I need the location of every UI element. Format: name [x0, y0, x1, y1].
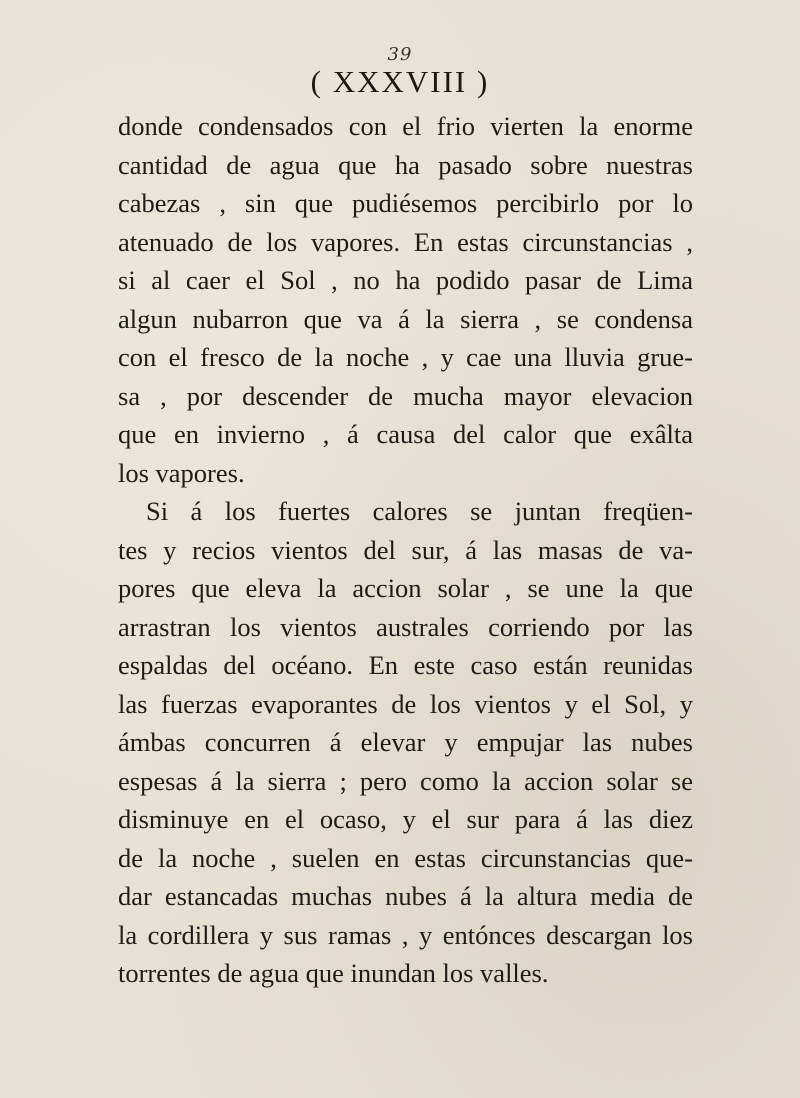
text-line-14: arrastran los vientos australes corriendo por las	[118, 611, 693, 642]
text-line-22: la cordillera y sus ramas , y entónces descargan los	[118, 919, 693, 950]
text-line-4: atenuado de los vapores. En estas circunstancias ,	[118, 226, 693, 257]
text-line-6: algun nubarron que va á la sierra , se condensa	[118, 303, 693, 334]
text-line-23: torrentes de agua que inundan los valles.	[118, 958, 549, 988]
text-line-19: disminuye en el ocaso, y el sur para á las diez	[118, 804, 693, 834]
text-line-13: pores que eleva la accion solar , se une la que	[118, 573, 693, 603]
text-line-8: sa , por descender de mucha mayor elevacion	[118, 380, 693, 411]
folio-mark: 39	[387, 44, 413, 65]
text-line-15: espaldas del océano. En este caso están reunidas	[118, 650, 693, 680]
text-line-11: Si á los fuertes calores se juntan freqüen-	[146, 496, 693, 526]
text-line-17: ámbas concurren á elevar y empujar las nubes	[118, 727, 693, 757]
text-line-1: donde condensados con el frio vierten la enorme	[118, 111, 693, 141]
text-line-16: las fuerzas evaporantes de los vientos y el Sol, y	[118, 688, 693, 719]
chapter-number: ( XXXVIII )	[310, 64, 490, 99]
text-line-3: cabezas , sin que pudiésemos percibirlo por lo	[118, 188, 693, 218]
text-line-20: de la noche , suelen en estas circunstancias que-	[118, 842, 693, 873]
text-line-12: tes y recios vientos del sur, á las masas de va-	[118, 534, 693, 565]
text-line-5: si al caer el Sol , no ha podido pasar de Lima	[118, 265, 693, 295]
text-line-2: cantidad de agua que ha pasado sobre nuestras	[118, 149, 693, 180]
body-text	[118, 107, 693, 993]
text-line-7: con el fresco de la noche , y cae una lluvia grue-	[118, 342, 693, 372]
text-line-9: que en invierno , á causa del calor que exâlta	[118, 419, 693, 449]
text-line-10: los vapores.	[118, 457, 245, 488]
text-line-18: espesas á la sierra ; pero como la accion solar se	[118, 765, 693, 796]
text-line-21: dar estancadas muchas nubes á la altura media de	[118, 881, 693, 911]
